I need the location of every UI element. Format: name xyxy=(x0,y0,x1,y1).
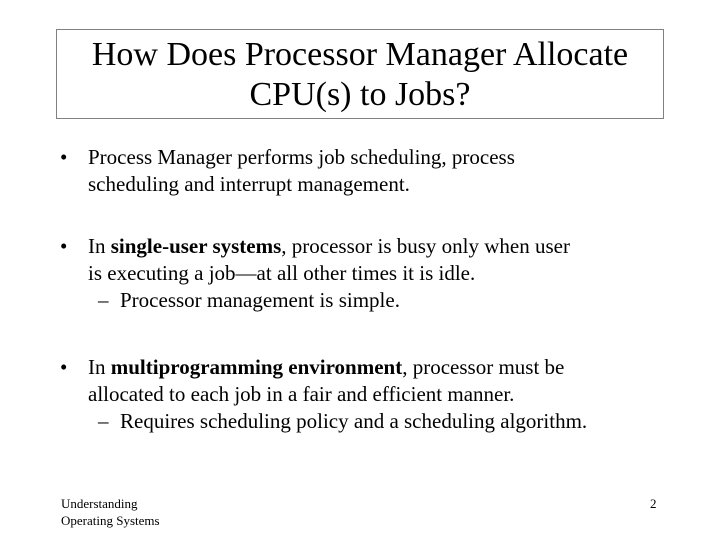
bullet-2-rest: , processor is busy only when user xyxy=(281,234,570,258)
dash-icon: – xyxy=(98,288,109,312)
bullet-text-1 xyxy=(88,144,678,198)
slide-title xyxy=(56,29,664,119)
page-number: 2 xyxy=(650,496,657,511)
bullet-2-line-1 xyxy=(88,233,678,260)
footer-book-title xyxy=(61,495,160,529)
bullet-3-line-1 xyxy=(88,354,678,381)
bullet-3-rest: , processor must be xyxy=(402,355,565,379)
bullet-dot-icon: • xyxy=(60,145,68,169)
bullet-1-line-2: scheduling and interrupt management. xyxy=(88,172,410,196)
bullet-dot-icon: • xyxy=(60,355,68,379)
footer-line-1: Understanding xyxy=(61,496,138,511)
bullet-3-prefix: In xyxy=(88,355,111,379)
bullet-2-bold-term: single-user systems xyxy=(110,234,282,258)
bullet-2-prefix: In xyxy=(88,234,111,258)
bullet-3-line-2: allocated to each job in a fair and efficient manner. xyxy=(88,382,515,406)
sub-bullet-2-text: Processor management is simple. xyxy=(120,288,400,312)
bullet-2-line-2: is executing a job—at all other times it is idle. xyxy=(88,261,476,285)
bullet-3-bold-term: multiprogramming environment xyxy=(110,355,403,379)
sub-bullet-3 xyxy=(98,408,587,435)
title-line-2: CPU(s) to Jobs? xyxy=(249,76,471,113)
bullet-dot-icon: • xyxy=(60,234,68,258)
footer-line-2: Operating Systems xyxy=(61,513,160,528)
sub-bullet-2 xyxy=(98,287,400,314)
title-line-1: How Does Processor Manager Allocate xyxy=(91,36,629,73)
bullet-text-2 xyxy=(88,233,678,287)
bullet-text-3 xyxy=(88,354,678,408)
dash-icon: – xyxy=(98,409,109,433)
sub-bullet-3-text: Requires scheduling policy and a scheduling algorithm. xyxy=(120,409,588,433)
bullet-1-line-1: Process Manager performs job scheduling, process xyxy=(88,145,515,169)
